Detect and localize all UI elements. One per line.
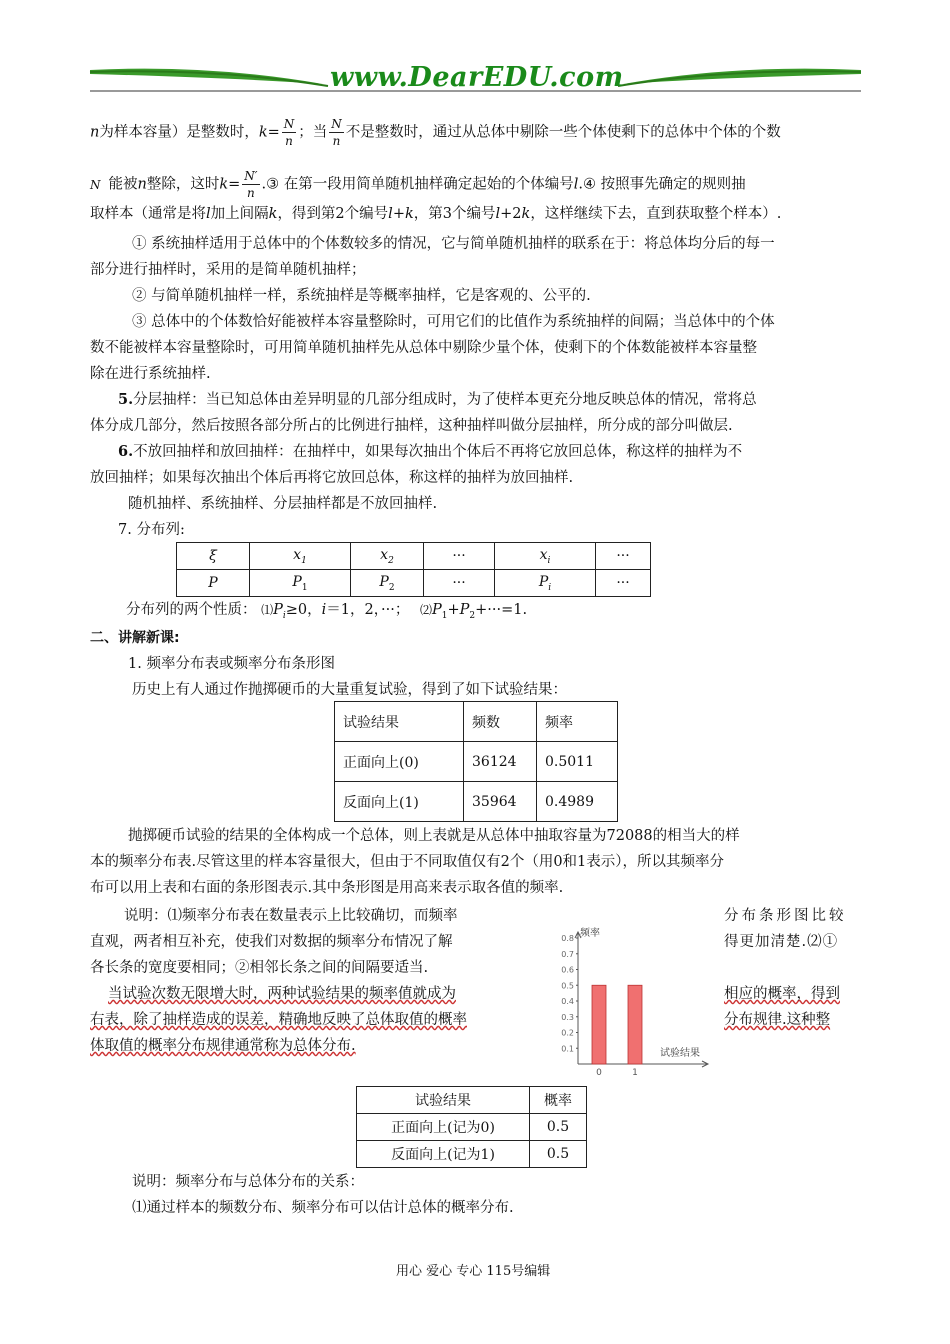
text-u3: 布可以用上表和右面的条形图表示.其中条形图是用高来表示取各值的频率. bbox=[90, 880, 564, 896]
table-row bbox=[177, 570, 651, 597]
table-cell: 0.5011 bbox=[537, 742, 618, 782]
text-t2: 历史上有人通过作抛掷硬币的大量重复试验，得到了如下试验结果： bbox=[132, 682, 567, 698]
table-cell: 反面向上(1) bbox=[335, 782, 464, 822]
text: + bbox=[392, 206, 405, 222]
table-row bbox=[357, 1141, 587, 1168]
table-cell: $P_1$ bbox=[250, 570, 351, 597]
frac-den: n bbox=[332, 134, 341, 148]
text: 分层抽样：当已知总体由差异明显的几部分组成时，为了使样本更充分地反映总体的情况，常将总 bbox=[133, 392, 757, 408]
var-k: k bbox=[521, 206, 531, 222]
table-row bbox=[357, 1114, 587, 1141]
x-axis-label: 试验结果 bbox=[660, 1048, 700, 1059]
text-s6c: 随机抽样、系统抽样、分层抽样都是不放回抽样. bbox=[128, 496, 438, 512]
text: + bbox=[447, 602, 460, 618]
text-n2-right: 得更加清楚.⑵① bbox=[724, 934, 839, 950]
frequency-bar-chart bbox=[548, 924, 714, 1080]
table-cell: ··· bbox=[424, 543, 495, 570]
var-l: l bbox=[573, 176, 579, 193]
var-i: i bbox=[321, 602, 327, 618]
var-P: P bbox=[431, 602, 442, 618]
text-line-2 bbox=[90, 168, 860, 201]
text-w1-right: 相应的概率，得到 bbox=[724, 986, 840, 1002]
text: +2 bbox=[500, 206, 522, 222]
table-header-cell: 试验结果 bbox=[335, 702, 464, 742]
header-site-title: www.DearEDU.com bbox=[330, 62, 624, 93]
text-w2-left: 右表，除了抽样造成的误差，精确地反映了总体取值的概率 bbox=[90, 1012, 467, 1028]
var-P: P bbox=[273, 602, 283, 618]
table-cell: ··· bbox=[596, 543, 651, 570]
text: 分布列的两个性质： bbox=[126, 602, 257, 618]
text: 不放回抽样和放回抽样：在抽样中，如果每次抽出个体后不再将它放回总体，称这样的抽样为不 bbox=[133, 444, 743, 460]
text-s5a bbox=[118, 390, 888, 410]
text: ＝1，2，···； bbox=[326, 602, 410, 618]
y-tick-label: 0.2 bbox=[561, 1028, 574, 1038]
subscript: i bbox=[282, 610, 286, 621]
table-cell: 0.5 bbox=[530, 1141, 587, 1168]
item-number: 6. bbox=[118, 443, 134, 460]
table-cell: ξ bbox=[177, 543, 250, 570]
y-axis-label: 频率 bbox=[580, 928, 600, 939]
y-tick-label: 0.8 bbox=[561, 934, 574, 943]
text: 能被 bbox=[108, 176, 138, 193]
text-u1: 抛掷硬币试验的结果的全体构成一个总体，则上表就是从总体中抽取容量为72088的相当大的样 bbox=[128, 828, 740, 844]
text: ⑴ bbox=[261, 603, 274, 617]
table-cell: 35964 bbox=[464, 782, 537, 822]
text-s3b: 数不能被样本容量整除时，可用简单随机抽样先从总体中剔除少量个体，使剩下的个体数能被样本容量整 bbox=[90, 340, 757, 356]
frac-den: n bbox=[247, 186, 255, 200]
text-line-1 bbox=[90, 116, 860, 149]
table-cell: $x_2$ bbox=[351, 543, 424, 570]
bar-0 bbox=[592, 985, 606, 1064]
text-e2: ⑴通过样本的频数分布、频率分布可以估计总体的概率分布. bbox=[132, 1200, 514, 1216]
page-footer: 用心 爱心 专心 115号编辑 bbox=[396, 1264, 551, 1279]
text: 为样本容量）是整数时， bbox=[99, 124, 259, 141]
text: .④ 按照事先确定的规则抽 bbox=[578, 176, 746, 193]
var-k: k bbox=[268, 206, 278, 222]
text-n2-left: 直观，两者相互补充，使我们对数据的频率分布情况了解 bbox=[90, 934, 453, 950]
text: .③ 在第一段用简单随机抽样确定起始的个体编号 bbox=[261, 176, 574, 193]
y-tick-label: 0.6 bbox=[561, 965, 574, 975]
text-s1b: 部分进行抽样时，采用的是简单随机抽样； bbox=[90, 262, 366, 278]
text: ，第3个编号 bbox=[413, 206, 496, 222]
text-s3c: 除在进行系统抽样. bbox=[90, 366, 211, 382]
text-w2-right: 分布规律.这种整 bbox=[724, 1012, 831, 1028]
coin-frequency-table bbox=[334, 701, 618, 822]
text-n1-right: 分布条形图比较 bbox=[724, 908, 847, 924]
section-heading: 二、讲解新课: bbox=[90, 630, 180, 646]
text: ⑵ bbox=[419, 603, 432, 617]
var-P: P bbox=[459, 602, 470, 618]
table-header-cell: 频数 bbox=[464, 702, 537, 742]
distribution-table bbox=[176, 542, 651, 597]
text-e1: 说明：频率分布与总体分布的关系： bbox=[132, 1174, 364, 1190]
table-row bbox=[335, 782, 618, 822]
text-n3-left: 各长条的宽度要相同；②相邻长条之间的间隔要适当. bbox=[90, 960, 429, 976]
table-cell: 0.5 bbox=[530, 1114, 587, 1141]
text-w3-left: 体取值的概率分布规律通常称为总体分布. bbox=[90, 1038, 356, 1054]
text: = bbox=[228, 176, 241, 193]
table-row bbox=[335, 702, 618, 742]
x-tick-label: 1 bbox=[632, 1068, 638, 1078]
x-tick-label: 0 bbox=[596, 1068, 602, 1078]
text-u2: 本的频率分布表.尽管这里的样本容量很大，但由于不同取值仅有2个（用0和1表示），所以其频率分 bbox=[90, 854, 725, 870]
subscript: 1 bbox=[441, 610, 448, 621]
var-k: k bbox=[219, 176, 229, 193]
text-s3a: ③ 总体中的个体数恰好能被样本容量整除时，可用它们的比值作为系统抽样的间隔；当总体中的个体 bbox=[132, 314, 775, 330]
table-cell: $x_i$ bbox=[495, 543, 596, 570]
table-cell: 正面向上(记为0) bbox=[357, 1114, 530, 1141]
fraction bbox=[329, 116, 344, 149]
y-tick-label: 0.3 bbox=[561, 1012, 574, 1022]
table-cell: 36124 bbox=[464, 742, 537, 782]
text-t1: 1. 频率分布表或频率分布条形图 bbox=[128, 656, 335, 672]
table-cell: $P_2$ bbox=[351, 570, 424, 597]
text-s6b: 放回抽样；如果每次抽出个体后再将它放回总体，称这样的抽样为放回抽样. bbox=[90, 470, 574, 486]
y-tick-label: 0.5 bbox=[561, 981, 574, 991]
text: ；当 bbox=[298, 124, 328, 141]
table-row bbox=[335, 742, 618, 782]
table-cell: ··· bbox=[596, 570, 651, 597]
item-number: 5. bbox=[118, 391, 134, 408]
table-cell: 正面向上(0) bbox=[335, 742, 464, 782]
fraction bbox=[242, 168, 259, 201]
frac-num: N′ bbox=[244, 169, 258, 183]
bar-1 bbox=[628, 985, 642, 1064]
table-cell: 反面向上(记为1) bbox=[357, 1141, 530, 1168]
text-s6a bbox=[118, 442, 888, 462]
text-s2: ② 与简单随机抽样一样，系统抽样是等概率抽样，它是客观的、公平的. bbox=[132, 288, 591, 304]
text: +···=1. bbox=[475, 602, 528, 618]
text-properties bbox=[126, 600, 896, 626]
table-cell: $x_1$ bbox=[250, 543, 351, 570]
text-line-3 bbox=[90, 204, 860, 224]
var-l: l bbox=[495, 206, 501, 222]
text-s1a: ① 系统抽样适用于总体中的个体数较多的情况，它与简单随机抽样的联系在于：将总体均分后的每一 bbox=[132, 236, 775, 252]
table-cell: P bbox=[177, 570, 250, 597]
text-w1-left: 当试验次数无限增大时，两种试验结果的频率值就成为 bbox=[108, 986, 456, 1002]
var-N: N bbox=[90, 177, 101, 192]
text: ，得到第2个编号 bbox=[277, 206, 389, 222]
table-row bbox=[357, 1087, 587, 1114]
table-cell: $P_i$ bbox=[495, 570, 596, 597]
table-header-cell: 概率 bbox=[530, 1087, 587, 1114]
text: = bbox=[267, 124, 280, 141]
table-cell: 0.4989 bbox=[537, 782, 618, 822]
text: ≥0， bbox=[285, 602, 322, 618]
text: 取样本（通常是将 bbox=[90, 206, 206, 222]
probability-table bbox=[356, 1086, 587, 1168]
var-n: n bbox=[137, 176, 147, 193]
text: ，这样继续下去，直到获取整个样本）. bbox=[530, 206, 782, 222]
fraction bbox=[282, 116, 297, 149]
y-tick-label: 0.7 bbox=[561, 949, 574, 959]
frac-den: n bbox=[285, 134, 293, 148]
text-n1-left: 说明：⑴频率分布表在数量表示上比较确切，而频率 bbox=[124, 908, 458, 924]
y-tick-label: 0.4 bbox=[561, 997, 574, 1006]
text: 加上间隔 bbox=[210, 206, 269, 222]
table-header-cell: 频率 bbox=[537, 702, 618, 742]
text-s5b: 体分成几部分，然后按照各部分所占的比例进行抽样，这种抽样叫做分层抽样，所分成的部分叫做层. bbox=[90, 418, 733, 434]
text-s7: 7. 分布列: bbox=[118, 522, 185, 538]
text: 不是整数时，通过从总体中剔除一些个体使剩下的总体中个体的个数 bbox=[345, 124, 781, 141]
frac-num: N bbox=[331, 117, 342, 131]
y-tick-label: 0.1 bbox=[561, 1044, 574, 1054]
frac-num: N bbox=[283, 117, 295, 131]
subscript: 2 bbox=[469, 610, 476, 621]
var-l: l bbox=[388, 206, 393, 222]
var-k: k bbox=[258, 124, 268, 141]
table-cell: ··· bbox=[424, 570, 495, 597]
var-l: l bbox=[206, 206, 211, 222]
var-n: n bbox=[90, 124, 100, 141]
table-row bbox=[177, 543, 651, 570]
table-header-cell: 试验结果 bbox=[357, 1087, 530, 1114]
var-k: k bbox=[404, 206, 414, 222]
text: 整除，这时 bbox=[146, 176, 220, 193]
